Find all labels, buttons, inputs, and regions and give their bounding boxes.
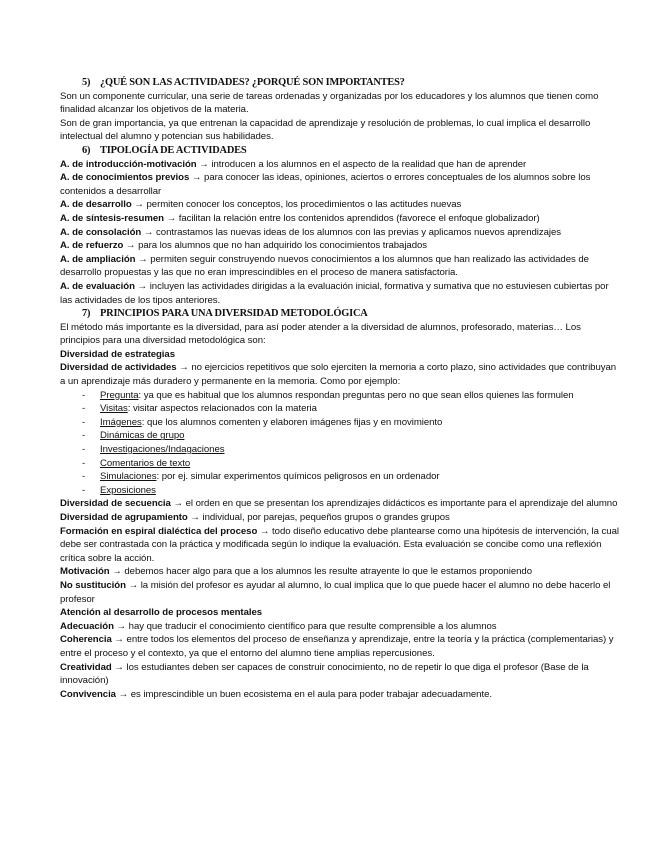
dash-bullet: - <box>82 484 86 496</box>
description: para conocer las ideas, opiniones, aciertos o errores conceptuales de los alumnos sobre los contenidos a desarrollar <box>60 172 591 197</box>
arrow-icon: → <box>112 566 122 578</box>
term: Diversidad de secuencia <box>60 498 171 510</box>
paragraph: Son un componente curricular, una serie de tareas ordenadas y organizadas por los educadores y los alumnos que tienen como finalidad alcanzar los objetivos de la materia. <box>60 90 599 116</box>
arrow-icon: → <box>259 525 270 537</box>
list-item <box>60 402 620 416</box>
activity-type-item <box>60 253 620 280</box>
description: el orden en que se presentan los aprendizajes didácticos es importante para el aprendizaje del alumno <box>183 498 618 510</box>
principle-item <box>60 511 620 525</box>
item-label: Simulaciones <box>100 471 157 483</box>
arrow-icon: → <box>116 620 127 632</box>
description: contrastamos las nuevas ideas de los alumnos con las previas y aplicamos nuevos aprendizajes <box>153 226 561 238</box>
section-number: 5) <box>82 77 91 88</box>
subheading-text: Diversidad de estrategias <box>60 348 175 360</box>
term: A. de introducción-motivación <box>60 158 197 170</box>
list-item <box>60 429 620 443</box>
item-text: visitar aspectos relacionados con la materia <box>130 403 317 415</box>
section-title: TIPOLOGÍA DE ACTIVIDADES <box>100 144 247 156</box>
activity-type-item <box>60 158 620 172</box>
description: es imprescindible un buen ecosistema en el aula para poder trabajar adecuadamente. <box>128 688 492 700</box>
principle-item <box>60 688 620 702</box>
activity-types-list <box>60 158 620 308</box>
description: todo diseño educativo debe plantearse como una hipótesis de intervención, la cual debe ser contrastada con la práctica y modificada según lo indique la evaluación. Esta evaluación se concibe como una reflexión crítica sobre la acción. <box>60 525 619 564</box>
item-label: Pregunta <box>100 389 139 401</box>
term: Convivencia <box>60 688 116 700</box>
list-item <box>60 416 620 430</box>
item-label: Dinámicas de grupo <box>100 430 185 442</box>
arrow-icon: → <box>114 661 124 673</box>
principle-item <box>60 579 620 606</box>
arrow-icon: → <box>199 158 209 170</box>
activity-type-item <box>60 171 620 198</box>
item-colon: : <box>138 389 142 401</box>
description: incluyen las actividades dirigidas a la evaluación inicial, formativa y sumativa que no estuviesen cubiertas por las actividades de los tipos anteriores. <box>60 280 609 306</box>
term: Adecuación <box>60 620 114 632</box>
item-colon: : <box>141 416 145 428</box>
principle-item <box>60 661 620 688</box>
term: A. de síntesis-resumen <box>60 212 164 224</box>
arrow-icon: → <box>137 280 148 292</box>
arrow-icon: → <box>191 172 202 184</box>
section-number: 6) <box>82 144 91 156</box>
term: Formación en espiral dialéctica del proceso <box>60 525 258 537</box>
description: permiten conocer los conceptos, los procedimientos o las actitudes nuevas <box>143 199 462 211</box>
activity-type-item <box>60 212 620 226</box>
description: la misión del profesor es ayudar al alumno, lo cual implica que lo que puede hacer el alumno no debe hacerlo el profesor <box>60 579 611 605</box>
section-7-heading <box>82 307 620 321</box>
arrow-icon: → <box>138 253 148 265</box>
term: A. de consolación <box>60 226 142 238</box>
list-item <box>60 457 620 471</box>
term: No sustitución <box>60 579 126 591</box>
section-number: 7) <box>82 308 91 320</box>
subheading <box>60 348 620 362</box>
dash-bullet: - <box>82 389 86 401</box>
item-text: ya que es habitual que los alumnos respondan preguntas pero no que sean ellos quienes las formulen <box>141 389 574 401</box>
item-label: Comentarios de texto <box>100 457 191 469</box>
item-text: por ej. simular experimentos químicos peligrosos en un ordenador <box>159 471 440 483</box>
description: facilitan la relación entre los contenidos aprendidos (favorece el enfoque globalizador) <box>176 212 540 224</box>
term: A. de desarrollo <box>60 199 132 211</box>
arrow-icon: → <box>134 199 144 211</box>
arrow-icon: → <box>166 212 177 224</box>
section-6-heading <box>82 144 620 158</box>
arrow-icon: → <box>173 498 184 510</box>
principles-list <box>60 497 620 606</box>
activity-type-item <box>60 239 620 253</box>
activity-type-item <box>60 226 620 240</box>
item-label: Exposiciones <box>100 484 156 496</box>
principle-item <box>60 361 620 388</box>
term: Coherencia <box>60 634 112 646</box>
item-text: que los alumnos comenten y elaboren imágenes fijas y en movimiento <box>144 416 443 428</box>
item-colon: : <box>156 471 160 483</box>
principle-item <box>60 525 620 566</box>
term: Diversidad de actividades <box>60 362 177 374</box>
description: permiten seguir construyendo nuevos conocimientos a los alumnos que han realizado las actividades de desarrollo propuestas y las que no eran imprescindibles en el proceso de manera satisfactoria. <box>60 253 589 279</box>
list-item <box>60 470 620 484</box>
paragraph: El método más importante es la diversidad, para así poder atender a la diversidad de alumnos, profesorado, materias… Los principios para una diversidad metodológica son: <box>60 321 581 347</box>
section-title: ¿QUÉ SON LAS ACTIVIDADES? ¿PORQUÉ SON IMPORTANTES? <box>100 77 405 88</box>
list-item <box>60 389 620 403</box>
dash-bullet: - <box>82 430 86 442</box>
arrow-icon: → <box>143 226 154 238</box>
principle-item <box>60 497 620 511</box>
description: para los alumnos que no han adquirido los conocimientos trabajados <box>135 240 428 252</box>
term: A. de evaluación <box>60 280 135 292</box>
section-5-heading <box>82 76 620 90</box>
arrow-icon: → <box>125 240 136 252</box>
dash-bullet: - <box>82 403 86 415</box>
principle-item <box>60 633 620 660</box>
activity-examples-list <box>60 389 620 498</box>
dash-bullet: - <box>82 444 86 456</box>
arrow-icon: → <box>114 634 124 646</box>
mental-processes-list <box>60 620 620 702</box>
activity-type-item <box>60 280 620 307</box>
arrow-icon: → <box>190 512 200 523</box>
term: Motivación <box>60 566 110 578</box>
description: individual, por parejas, pequeños grupos o grandes grupos <box>199 512 450 523</box>
arrow-icon: → <box>118 688 129 700</box>
subheading <box>60 606 620 620</box>
subheading-text: Atención al desarrollo de procesos mentales <box>60 607 263 619</box>
description: los estudiantes deben ser capaces de construir conocimiento, no de repetir lo que diga el profesor (Base de la innovación) <box>60 661 589 687</box>
term: A. de refuerzo <box>60 240 124 252</box>
description: entre todos los elementos del proceso de enseñanza y aprendizaje, entre la teoría y la práctica (complementarias) y entre el proceso y el contexto, ya que el entorno del alumno tiene amplias repercusiones. <box>60 634 614 659</box>
section-title: PRINCIPIOS PARA UNA DIVERSIDAD METODOLÓGICA <box>100 308 368 320</box>
dash-bullet: - <box>82 457 86 469</box>
document-content <box>60 76 620 701</box>
description: hay que traducir el conocimiento científico para que resulte comprensible a los alumnos <box>126 620 497 632</box>
item-label: Imágenes <box>100 416 142 428</box>
paragraph: Son de gran importancia, ya que entrenan la capacidad de aprendizaje y resolución de problemas, lo cual implica el desarrollo intelectual del alumno y potencian sus habilidades. <box>60 117 591 143</box>
arrow-icon: → <box>179 362 189 374</box>
description: debemos hacer algo para que a los alumnos les resulte atrayente lo que le estamos proponiendo <box>121 566 533 578</box>
dash-bullet: - <box>82 416 86 428</box>
description: no ejercicios repetitivos que solo ejerciten la memoria a corto plazo, sino actividades que contribuyan a un aprendizaje más duradero y permanente en la memoria. Como por ejemplo: <box>60 362 617 388</box>
principle-item <box>60 620 620 634</box>
item-label: Visitas <box>100 403 128 415</box>
term: Creatividad <box>60 661 112 673</box>
description: introducen a los alumnos en el aspecto de la realidad que han de aprender <box>208 158 527 170</box>
term: A. de conocimientos previos <box>60 172 190 184</box>
term: Diversidad de agrupamiento <box>60 512 188 523</box>
list-item <box>60 484 620 498</box>
dash-bullet: - <box>82 471 86 483</box>
principle-item <box>60 565 620 579</box>
item-colon: : <box>127 403 131 415</box>
term: A. de ampliación <box>60 253 136 265</box>
item-label: Investigaciones/Indagaciones <box>100 444 225 456</box>
list-item <box>60 443 620 457</box>
arrow-icon: → <box>128 579 139 591</box>
activity-type-item <box>60 198 620 212</box>
